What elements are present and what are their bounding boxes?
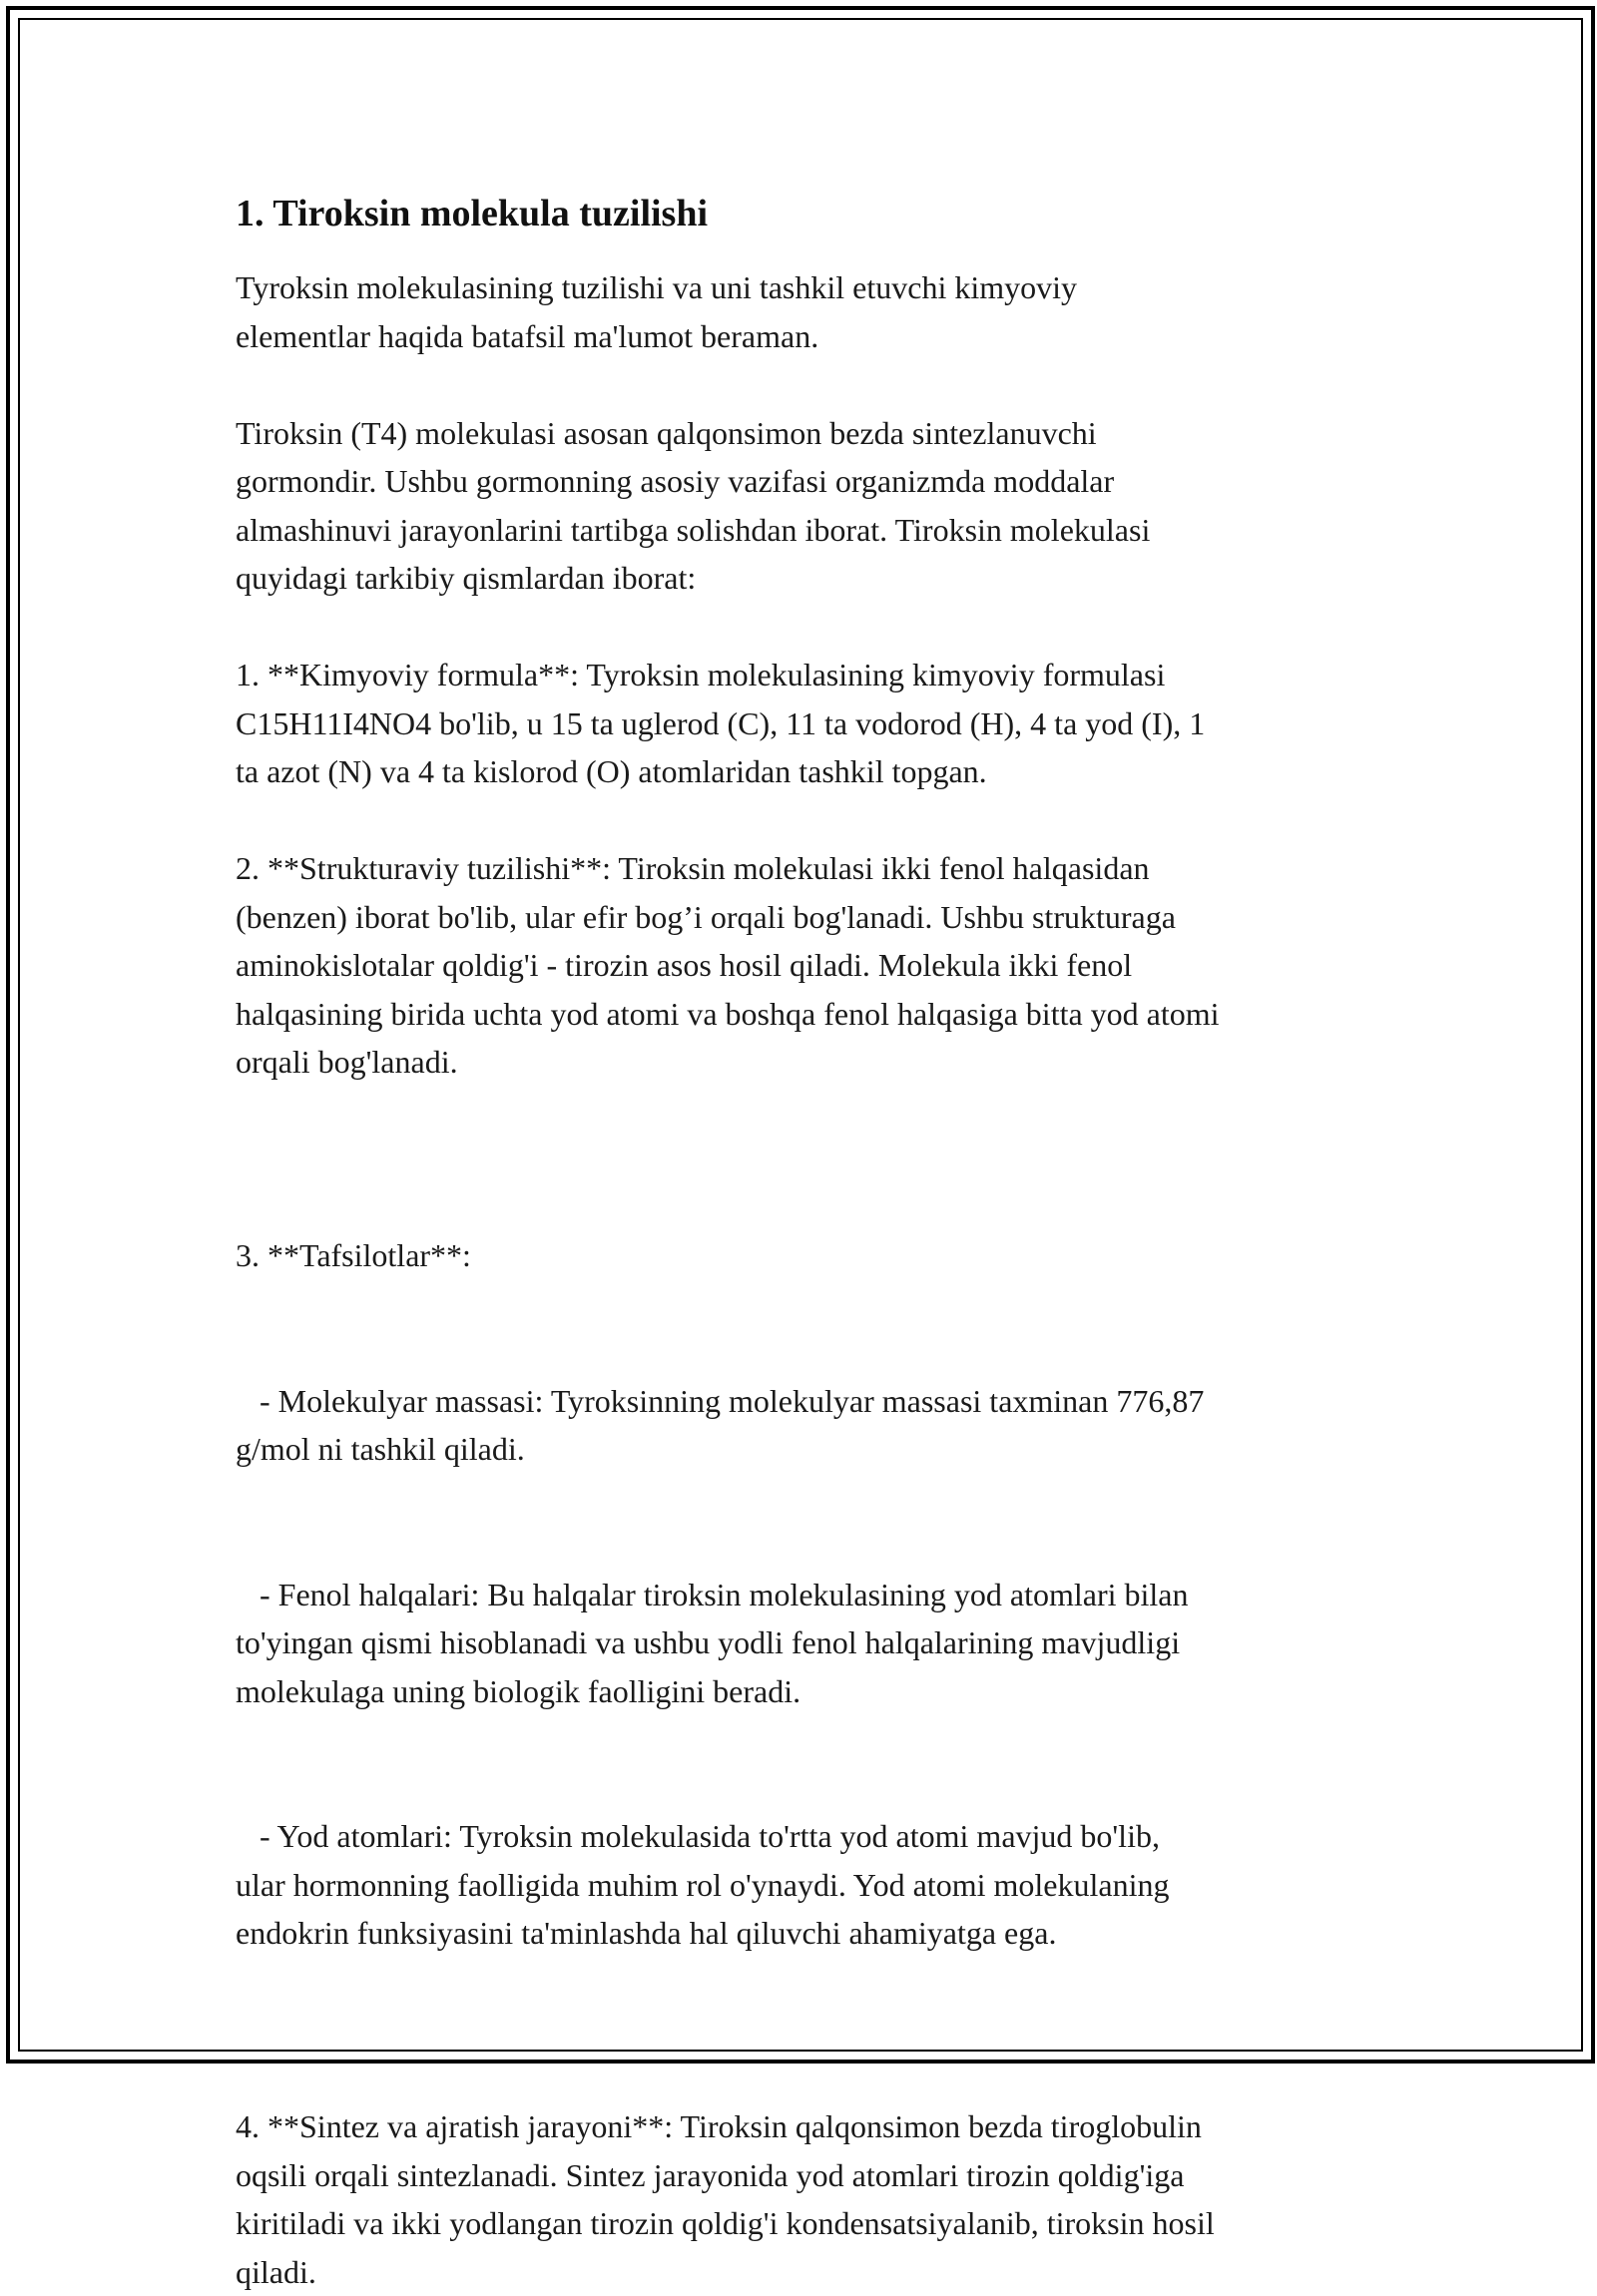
list-item-chemical-formula: 1. **Kimyoviy formula**: Tyroksin molekulasining kimyoviy formulasi C15H11I4NO4 bo'lib, u 15 ta uglerod (C), 11 ta vodorod (H), 4 ta yod (I), 1 ta azot (N) va 4 ta kislorod (O) atomlaridan tashkil topgan. (236, 657, 1206, 789)
details-title: 3. **Tafsilotlar**: (236, 1237, 471, 1273)
list-item-structure: 2. **Strukturaviy tuzilishi**: Tiroksin molekulasi ikki fenol halqasidan (benzen) iborat bo'lib, ular efir bog’i orqali bog'lanadi. Ushbu strukturaga aminokislotalar qoldig'i - tirozin asos hosil qiladi. Molekula ikki fenol halqasining birida uchta yod atomi va boshqa fenol halqasiga bitta yod atomi orqali bog'lanadi. (236, 850, 1220, 1080)
section-heading: 1. Tiroksin molekula tuzilishi (236, 193, 709, 234)
list-item-synthesis: 4. **Sintez va ajratish jarayoni**: Tiroksin qalqonsimon bezda tiroglobulin oqsili orqali sintezlanadi. Sintez jarayonida yod atomlari tirozin qoldig'iga kiritiladi va ikki yodlangan tirozin qoldig'i kondensatsiyalanib, tiroksin hosil qiladi. (236, 2108, 1215, 2290)
details-phenol-rings: - Fenol halqalari: Bu halqalar tiroksin molekulasining yod atomlari bilan to'yingan qismi hisoblanadi va ushbu yodli fenol halqalarining mavjudligi molekulaga uning biologik faolligini beradi. (236, 1576, 1189, 1709)
details-iodine-atoms: - Yod atomlari: Tyroksin molekulasida to'rtta yod atomi mavjud bo'lib, ular hormonning faolligida muhim rol o'ynaydi. Yod atomi molekulaning endokrin funksiyasini ta'minlashda hal qiluvchi ahamiyatga ega. (236, 1818, 1170, 1951)
document-body (236, 186, 1363, 2296)
t4-description-paragraph: Tiroksin (T4) molekulasi asosan qalqonsimon bezda sintezlanuvchi gormondir. Ushbu gormonning asosiy vazifasi organizmda moddalar almashinuvi jarayonlarini tartibga solishdan iborat. Tiroksin molekulasi quyidagi tarkibiy qismlardan iborat: (236, 414, 1151, 596)
list-item-details (236, 1135, 1363, 2055)
intro-paragraph: Tyroksin molekulasining tuzilishi va uni tashkil etuvchi kimyoviy elementlar haqida batafsil ma'lumot beraman. (236, 269, 1078, 354)
details-molecular-mass: - Molekulyar massasi: Tyroksinning molekulyar massasi taxminan 776,87 g/mol ni tashkil qiladi. (236, 1382, 1205, 1467)
